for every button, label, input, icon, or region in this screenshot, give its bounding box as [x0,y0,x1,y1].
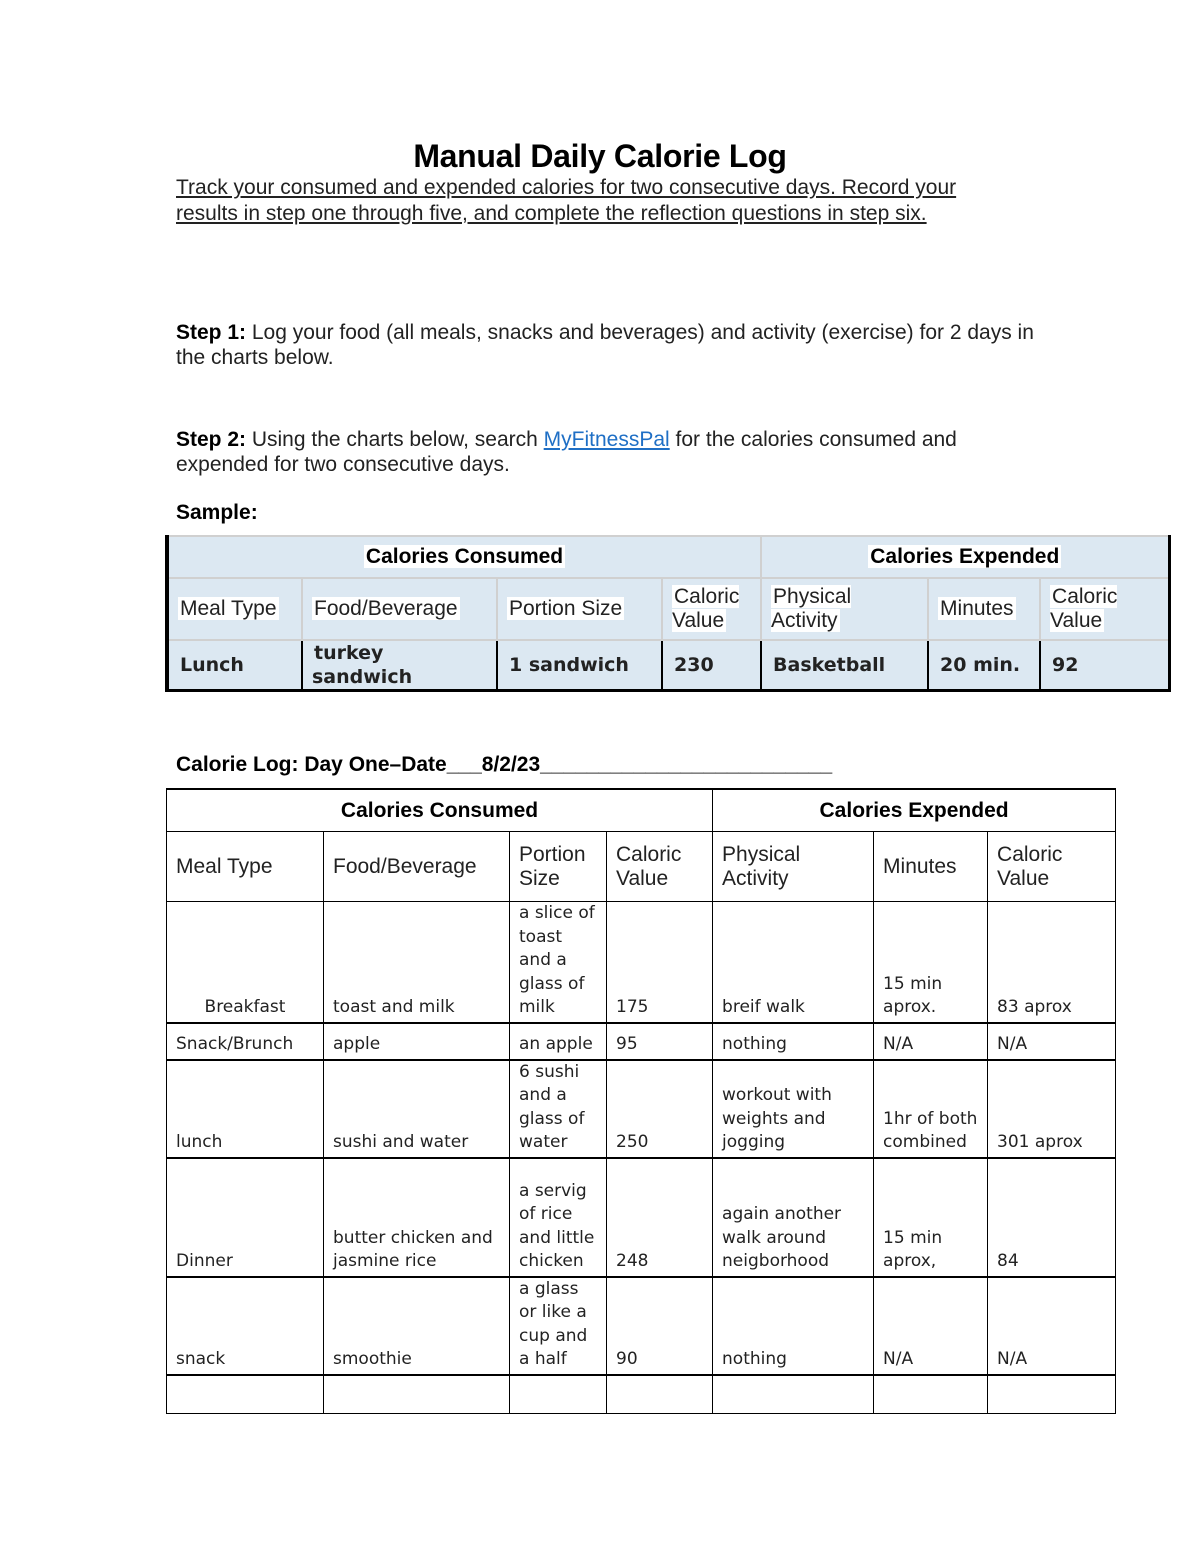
sample-cell [167,640,302,691]
sample-col-label: Portion Size [509,597,623,620]
day-one-table [166,788,1116,1414]
day-one-empty-cell[interactable] [324,1375,510,1414]
sample-cell [1040,640,1169,691]
sample-col-label: Food/Beverage [314,597,458,620]
day-one-label: Calorie Log: Day One–Date___8/2/23_________________________ [176,753,833,776]
day-one-empty-cell[interactable] [713,1375,874,1414]
day-one-cell: 84 [988,1158,1116,1277]
day-one-header-consumed: Calories Consumed [167,789,713,832]
sample-col-label: Caloric Value [1050,585,1118,632]
sample-col-minutes [928,578,1040,640]
step-1-text: Log your food (all meals, snacks and beverages) and activity (exercise) for 2 days in the charts below. [176,321,1034,369]
sample-label: Sample: [176,501,258,524]
day-one-cell: again another walk around neigborhood [713,1158,874,1277]
day-one-cell: a glass or like a cup and a half [510,1277,607,1375]
day-one-cell: N/A [874,1023,988,1060]
day-one-cell: 250 [607,1060,713,1158]
day-one-col-minutes: Minutes [874,832,988,902]
sample-col-meal-type [167,578,302,640]
sample-cell [302,640,497,691]
day-one-col-caloric-value-expended: Caloric Value [988,832,1116,902]
day-one-col-meal-type: Meal Type [167,832,324,902]
step-2-text-before: Using the charts below, search [246,428,544,451]
day-one-cell: toast and milk [324,902,510,1023]
step-2-text-after: for the calories consumed and expended for two consecutive days. [176,428,957,476]
day-one-cell: nothing [713,1277,874,1375]
sample-cell-text: 92 [1052,654,1079,676]
sample-header-consumed-text: Calories Consumed [365,545,564,568]
sample-col-activity [761,578,928,640]
day-one-cell: smoothie [324,1277,510,1375]
day-one-col-caloric-value: Caloric Value [607,832,713,902]
intro-text: Track your consumed and expended calories for two consecutive days. Record your results in step one through five, and complete the reflection questions in step six. [176,176,957,225]
day-one-cell: a slice of toast and a glass of milk [510,902,607,1023]
sample-col-food [302,578,497,640]
day-one-cell: 95 [607,1023,713,1060]
day-one-cell: sushi and water [324,1060,510,1158]
sample-cell-text: Lunch [180,654,244,676]
sample-col-label: Minutes [940,597,1014,620]
day-one-col-portion: Portion Size [510,832,607,902]
day-one-cell: 15 min aprox. [874,902,988,1023]
day-one-cell: Snack/Brunch [167,1023,324,1060]
sample-cell [928,640,1040,691]
day-one-cell: 83 aprox [988,902,1116,1023]
myfitnesspal-link[interactable]: MyFitnessPal [543,428,670,451]
day-one-cell: 1hr of both combined [874,1060,988,1158]
day-one-cell: a servig of rice and little chicken [510,1158,607,1277]
day-one-empty-cell[interactable] [607,1375,713,1414]
day-one-row-empty [167,1375,1116,1414]
day-one-row-snack-brunch [167,1023,1116,1060]
day-one-empty-cell[interactable] [167,1375,324,1414]
day-one-row-dinner [167,1158,1116,1277]
day-one-row-breakfast [167,902,1116,1023]
page-title: Manual Daily Calorie Log [413,138,787,174]
day-one-empty-cell[interactable] [510,1375,607,1414]
day-one-cell: 248 [607,1158,713,1277]
day-one-row-snack [167,1277,1116,1375]
day-one-col-food: Food/Beverage [324,832,510,902]
day-one-header-expended: Calories Expended [713,789,1116,832]
sample-cell-text: 230 [674,654,714,676]
day-one-cell: Dinner [167,1158,324,1277]
day-one-cell: 15 min aprox, [874,1158,988,1277]
day-one-cell: 6 sushi and a glass of water [510,1060,607,1158]
sample-cell [497,640,662,691]
sample-cell [662,640,761,691]
sample-col-label: Physical Activity [771,585,852,632]
sample-header-expended [761,536,1169,578]
day-one-cell: nothing [713,1023,874,1060]
sample-col-caloric-value [662,578,761,640]
day-one-cell: lunch [167,1060,324,1158]
sample-header-consumed [167,536,761,578]
day-one-cell: Breakfast [167,902,324,1023]
day-one-row-lunch [167,1060,1116,1158]
day-one-cell: N/A [988,1023,1116,1060]
day-one-cell: snack [167,1277,324,1375]
sample-header-expended-text: Calories Expended [870,545,1060,568]
step-1 [176,320,1036,370]
sample-col-caloric-value-expended [1040,578,1169,640]
sample-cell [761,640,928,691]
day-one-cell: an apple [510,1023,607,1060]
sample-row [167,640,1169,691]
sample-cell-text: 1 sandwich [509,654,629,676]
step-1-label: Step 1: [176,321,247,344]
day-one-empty-cell[interactable] [874,1375,988,1414]
step-2-label: Step 2: [176,428,247,451]
sample-col-label: Meal Type [180,597,277,620]
day-one-cell: 301 aprox [988,1060,1116,1158]
day-one-col-activity: Physical Activity [713,832,874,902]
day-one-cell: N/A [874,1277,988,1375]
day-one-cell: apple [324,1023,510,1060]
day-one-empty-cell[interactable] [988,1375,1116,1414]
day-one-cell: N/A [988,1277,1116,1375]
day-one-cell: 175 [607,902,713,1023]
day-one-cell: butter chicken and jasmine rice [324,1158,510,1277]
sample-col-label: Caloric Value [672,585,740,632]
day-one-cell: 90 [607,1277,713,1375]
sample-cell-text: turkey sandwich [312,642,413,688]
day-one-cell: breif walk [713,902,874,1023]
sample-table [165,535,1171,692]
day-one-cell: workout with weights and jogging [713,1060,874,1158]
step-2 [176,427,1036,477]
sample-cell-text: 20 min. [940,654,1021,676]
sample-col-portion [497,578,662,640]
sample-cell-text: Basketball [773,654,886,676]
